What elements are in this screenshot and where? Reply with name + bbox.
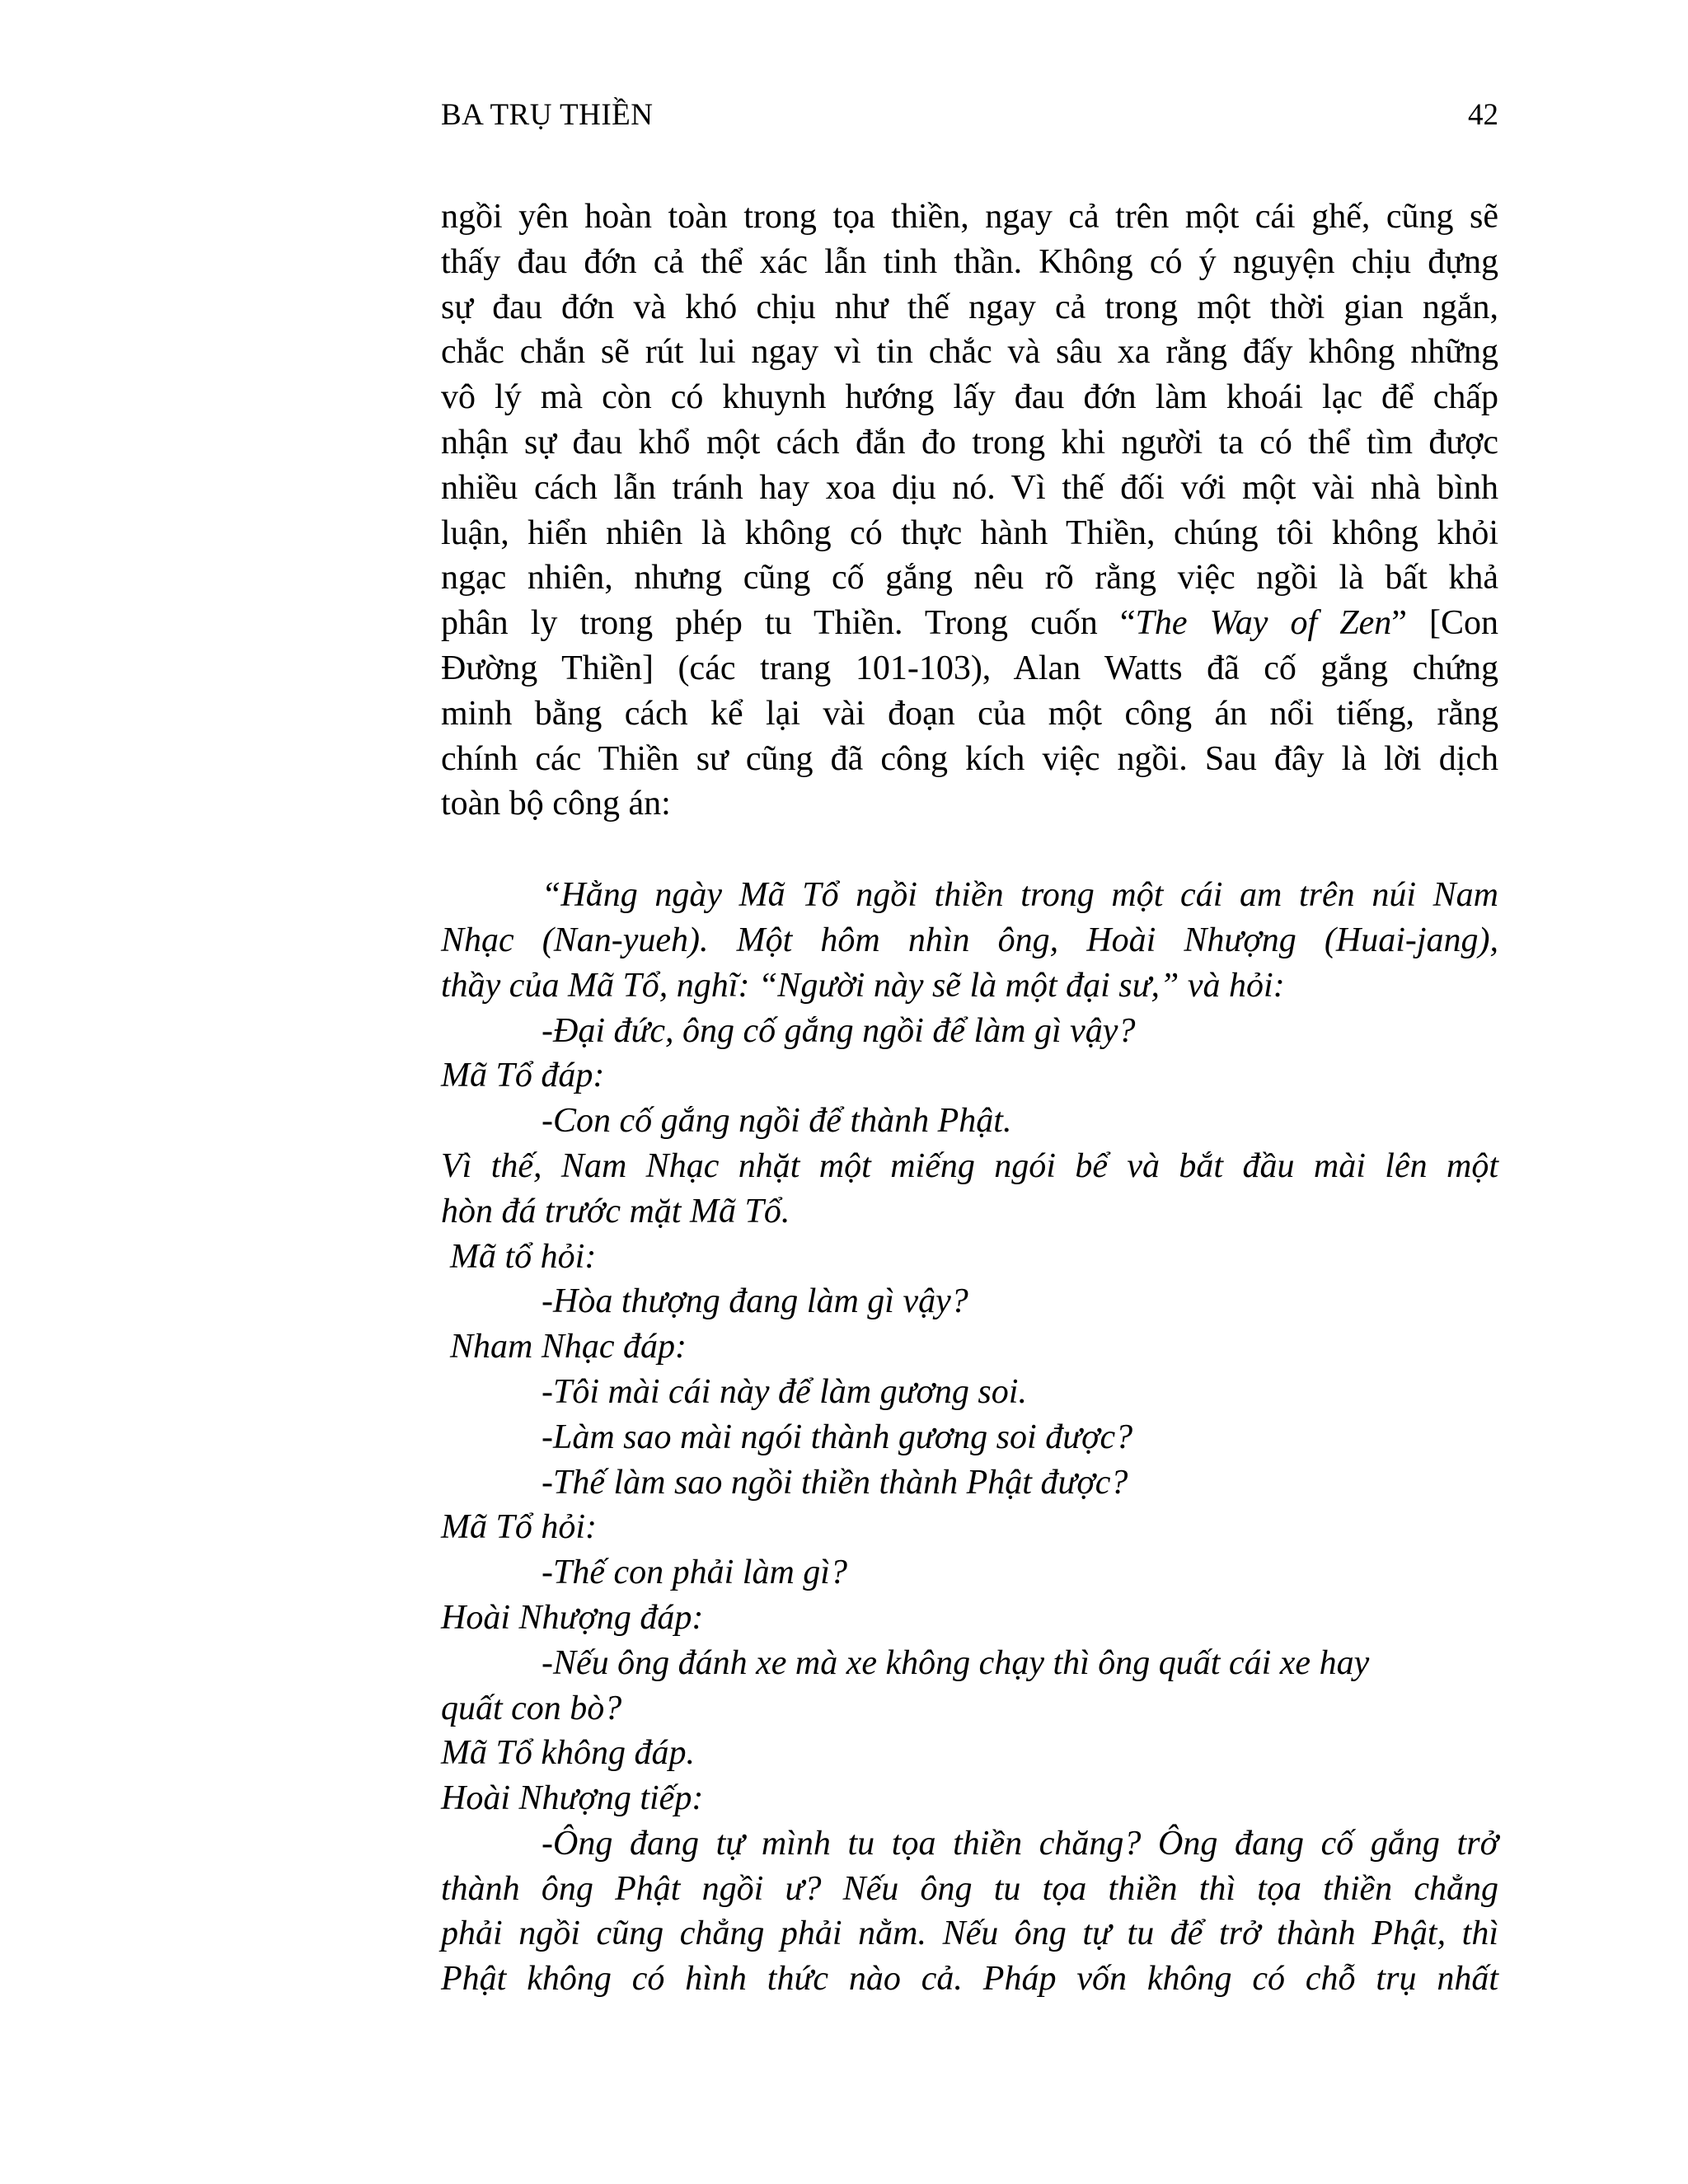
text-run: phân ly trong phép tu Thiền. Trong cuốn “ [441,604,1136,643]
koan-line: Mã tổ hỏi: [450,1237,597,1276]
koan-line: thầy của Mã Tổ, nghĩ: “Người này sẽ là một đại sư,” và hỏi: [441,966,1285,1005]
koan-line: -Làm sao mài ngói thành gương soi được? [542,1418,1133,1456]
koan-line: Vì thế, Nam Nhạc nhặt một miếng ngói bể và bắt đầu mài lên một [441,1146,1498,1185]
koan-line: -Đại đức, ông cố gắng ngồi để làm gì vậy? [542,1011,1136,1050]
book-title: The Way of Zen [1135,604,1392,643]
koan-line: -Hòa thượng đang làm gì vậy? [542,1282,968,1321]
text-line: toàn bộ công án: [441,785,671,823]
koan-line: phải ngồi cũng chẳng phải nằm. Nếu ông tự tu để trở thành Phật, thì [441,1915,1498,1953]
text-line: nhận sự đau khổ một cách đắn đo trong khi người ta có thể tìm được [441,423,1498,462]
body-paragraph [441,194,1498,827]
text-line: nhiều cách lẫn tránh hay xoa dịu nó. Vì thế đối với một vài nhà bình [441,468,1498,507]
text-line: ngạc nhiên, nhưng cũng cố gắng nêu rõ rằng việc ngồi là bất khả [441,559,1498,598]
text-line: luận, hiển nhiên là không có thực hành Thiền, chúng tôi không khỏi [441,513,1498,552]
koan-line: hòn đá trước mặt Mã Tổ. [441,1192,790,1230]
text-run: ” [Con [1391,604,1498,643]
koan-line: Hoài Nhượng đáp: [441,1598,704,1637]
text-line: chính các Thiền sư cũng đã công kích việc ngồi. Sau đây là lời dịch [441,739,1498,778]
koan-line: Nham Nhạc đáp: [450,1328,687,1366]
koan-line: -Ông đang tự mình tu tọa thiền chăng? Ông đang cố gắng trở [542,1824,1498,1863]
paragraph-gap [441,827,1498,873]
koan-quote [441,873,1498,2002]
koan-line: -Thế làm sao ngồi thiền thành Phật được? [542,1463,1128,1502]
koan-line: quất con bò? [441,1689,622,1727]
text-line: ngồi yên hoàn toàn trong tọa thiền, ngay cả trên một cái ghế, cũng sẽ [441,198,1498,236]
koan-line: -Nếu ông đánh xe mà xe không chạy thì ông quất cái xe hay [542,1643,1370,1682]
text-line: Đường Thiền] (các trang 101-103), Alan Watts đã cố gắng chứng [441,649,1498,687]
text-line: chắc chắn sẽ rút lui ngay vì tin chắc và sâu xa rằng đấy không những [441,333,1498,372]
running-title: BA TRỤ THIỀN [441,98,654,132]
koan-line: Mã Tổ đáp: [441,1057,605,1095]
koan-line: -Con cố gắng ngồi để thành Phật. [542,1102,1012,1141]
koan-line: Hoài Nhượng tiếp: [441,1779,704,1818]
koan-line: -Tôi mài cái này để làm gương soi. [542,1372,1027,1411]
page-number: 42 [1468,98,1498,132]
text-line: vô lý mà còn có khuynh hướng lấy đau đớn làm khoái lạc để chấp [441,378,1498,417]
koan-line: Mã Tổ hỏi: [441,1508,597,1547]
koan-line: Mã Tổ không đáp. [441,1734,695,1773]
text-line [441,601,1498,646]
text-line: thấy đau đớn cả thể xác lẫn tinh thần. Không có ý nguyện chịu đựng [441,242,1498,281]
page-body [441,194,1498,2002]
text-line: minh bằng cách kể lại vài đoạn của một công án nổi tiếng, rằng [441,694,1498,733]
koan-line: Nhạc (Nan-yueh). Một hôm nhìn ông, Hoài Nhượng (Huai-jang), [441,921,1498,959]
text-line: sự đau đớn và khó chịu như thế ngay cả trong một thời gian ngắn, [441,288,1498,326]
koan-line: “Hằng ngày Mã Tổ ngồi thiền trong một cái am trên núi Nam [542,876,1498,915]
koan-line: thành ông Phật ngồi ư? Nếu ông tu tọa thiền thì tọa thiền chẳng [441,1869,1498,1908]
koan-line: Phật không có hình thức nào cả. Pháp vốn không có chỗ trụ nhất [441,1960,1498,1999]
koan-line: -Thế con phải làm gì? [542,1554,847,1592]
